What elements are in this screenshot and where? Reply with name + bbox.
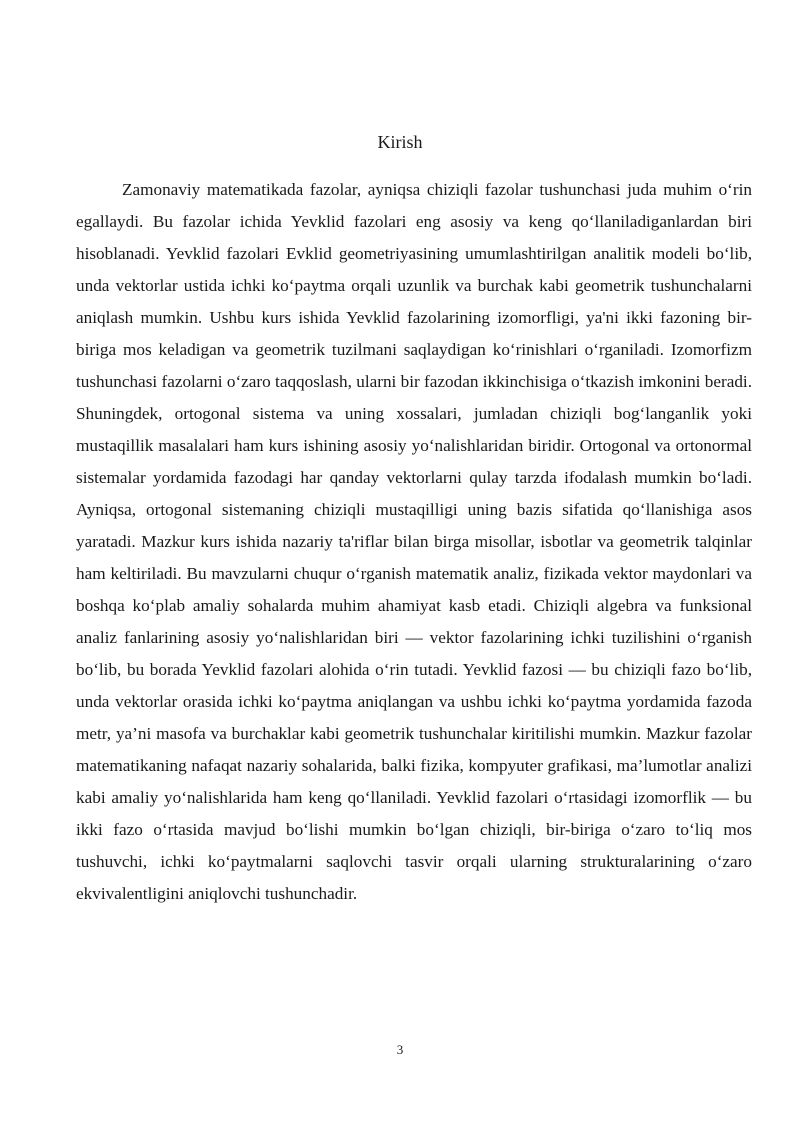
page-title: Kirish bbox=[377, 132, 423, 152]
body-paragraph: Zamonaviy matematikada fazolar, ayniqsa chiziqli fazolar tushunchasi juda muhim o‘rin egallaydi. Bu fazolar ichida Yevklid fazolari eng asosiy va keng qo‘llaniladiganlardan biri hisoblanadi. Yevklid fazolari Evklid geometriyasining umumlashtirilgan analitik modeli bo‘lib, unda vektorlar ustida ichki ko‘paytma orqali uzunlik va burchak kabi geometrik tushunchalarni aniqlash mumkin. Ushbu kurs ishida Yevklid fazolarining izomorfligi, ya'ni ikki fazoning bir-biriga mos keladigan va geometrik tuzilmani saqlaydigan ko‘rinishlari o‘rganiladi. Izomorfizm tushunchasi fazolarni o‘zaro taqqoslash, ularni bir fazodan ikkinchisiga o‘tkazish imkonini beradi. Shuningdek, ortogonal sistema va uning xossalari, jumladan chiziqli bog‘langanlik yoki mustaqillik masalalari ham kurs ishining asosiy yo‘nalishlaridan biridir. Ortogonal va ortonormal sistemalar yordamida fazodagi har qanday vektorlarni qulay tarzda ifodalash mumkin bo‘ladi. Ayniqsa, ortogonal sistemaning chiziqli mustaqilligi uning bazis sifatida qo‘llanishiga asos yaratadi. Mazkur kurs ishida nazariy ta'riflar bilan birga misollar, isbotlar va geometrik talqinlar ham keltiriladi. Bu mavzularni chuqur o‘rganish matematik analiz, fizikada vektor maydonlari va boshqa ko‘plab amaliy sohalarda muhim ahamiyat kasb etadi. Chiziqli algebra va funksional analiz fanlarining asosiy yo‘nalishlaridan biri — vektor fazolarining ichki tuzilishini o‘rganish bo‘lib, bu borada Yevklid fazolari alohida o‘rin tutadi. Yevklid fazosi — bu chiziqli fazo bo‘lib, unda vektorlar orasida ichki ko‘paytma aniqlangan va ushbu ichki ko‘paytma yordamida fazoda metr, ya’ni masofa va burchaklar kabi geometrik tushunchalar kiritilishi mumkin. Mazkur fazolar matematikaning nafaqat nazariy sohalarida, balki fizika, kompyuter grafikasi, ma’lumotlar analizi kabi amaliy yo‘nalishlarida ham keng qo‘llaniladi. Yevklid fazolari o‘rtasidagi izomorflik — bu ikki fazo o‘rtasida mavjud bo‘lishi mumkin bo‘lgan chiziqli, bir-biriga o‘zaro to‘liq mos tushuvchi, ichki ko‘paytmalarni saqlovchi tasvir orqali ularning strukturalarining o‘zaro ekvivalentligini aniqlovchi tushunchadir. bbox=[76, 180, 752, 903]
page-number: 3 bbox=[396, 1042, 404, 1057]
